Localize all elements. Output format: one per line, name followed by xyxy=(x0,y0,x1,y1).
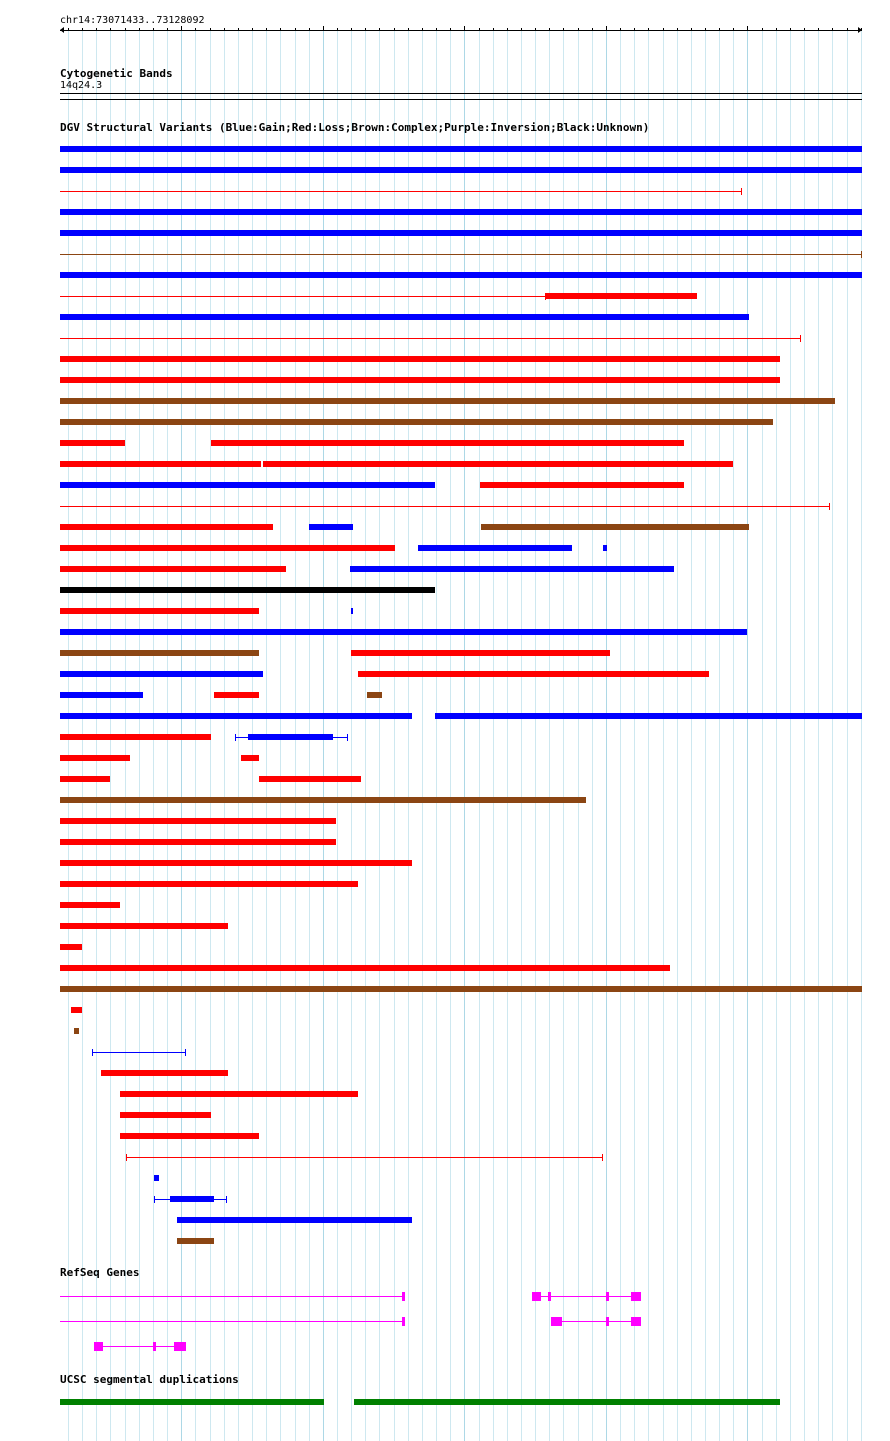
ruler-minor-tick xyxy=(195,28,196,30)
ruler-minor-tick xyxy=(663,28,664,30)
segdup-track-title: UCSC segmental duplications xyxy=(60,1373,239,1386)
variant-end-cap xyxy=(741,188,742,195)
variant-end-cap xyxy=(829,503,830,510)
ruler-minor-tick xyxy=(634,28,635,30)
variant-bar xyxy=(60,419,773,425)
variant-bar xyxy=(60,230,862,236)
ruler-minor-tick xyxy=(861,28,862,30)
ruler-minor-tick xyxy=(847,28,848,30)
variant-end-cap xyxy=(800,335,801,342)
ruler-minor-tick xyxy=(691,28,692,30)
ruler-minor-tick xyxy=(82,28,83,30)
variant-bar xyxy=(248,734,333,740)
variant-bar xyxy=(60,881,358,887)
ruler-minor-tick xyxy=(422,28,423,30)
variant-bar xyxy=(60,398,835,404)
ruler-arrow-left xyxy=(60,27,64,33)
variant-bar xyxy=(351,608,353,614)
variant-end-cap xyxy=(226,1196,227,1203)
ruler-minor-tick xyxy=(549,28,550,30)
ruler-minor-tick xyxy=(252,28,253,30)
segdup-bar xyxy=(60,1399,324,1405)
variant-line xyxy=(60,338,801,339)
ruler-minor-tick xyxy=(436,28,437,30)
refseq-track-title: RefSeq Genes xyxy=(60,1266,140,1279)
ruler-minor-tick xyxy=(295,28,296,30)
variant-bar xyxy=(241,755,259,761)
ruler-minor-tick xyxy=(153,28,154,30)
variant-bar xyxy=(120,1091,358,1097)
variant-bar xyxy=(60,146,862,152)
variant-bar xyxy=(60,944,82,950)
variant-bar xyxy=(74,1028,79,1034)
variant-bar xyxy=(60,755,130,761)
variant-bar xyxy=(60,671,263,677)
variant-bar xyxy=(60,524,273,530)
cytoband-line-bottom xyxy=(60,99,862,100)
ruler-minor-tick xyxy=(365,28,366,30)
variant-bar xyxy=(60,314,749,320)
variant-end-cap xyxy=(185,1049,186,1056)
variant-bar xyxy=(60,902,120,908)
ruler-minor-tick xyxy=(167,28,168,30)
variant-bar xyxy=(71,1007,82,1013)
variant-bar xyxy=(60,272,862,278)
gene-exon xyxy=(174,1342,186,1351)
ruler-minor-tick xyxy=(762,28,763,30)
variant-bar xyxy=(60,629,747,635)
ruler-minor-tick xyxy=(408,28,409,30)
ruler-major-tick xyxy=(464,26,465,30)
ruler-minor-tick xyxy=(832,28,833,30)
variant-bar xyxy=(60,482,435,488)
variant-bar xyxy=(154,1175,159,1181)
variant-bar xyxy=(170,1196,214,1202)
ruler-minor-tick xyxy=(266,28,267,30)
ruler-minor-tick xyxy=(224,28,225,30)
ruler-major-tick xyxy=(323,26,324,30)
variant-bar xyxy=(60,713,412,719)
region-label: chr14:73071433..73128092 xyxy=(60,15,205,26)
variant-bar xyxy=(259,776,361,782)
variant-bar xyxy=(120,1112,211,1118)
variant-start-cap xyxy=(154,1196,155,1203)
variant-bar xyxy=(60,692,143,698)
ruler-minor-tick xyxy=(507,28,508,30)
gene-exon xyxy=(606,1317,609,1326)
variant-bar xyxy=(60,209,862,215)
variant-line xyxy=(60,506,830,507)
ruler-major-tick xyxy=(181,26,182,30)
variant-bar xyxy=(418,545,572,551)
ruler-minor-tick xyxy=(110,28,111,30)
variant-bar xyxy=(60,587,435,593)
variant-end-cap xyxy=(861,251,862,258)
variant-bar xyxy=(60,818,336,824)
ruler-major-tick xyxy=(606,26,607,30)
variant-bar xyxy=(481,524,749,530)
ruler-minor-tick xyxy=(776,28,777,30)
ruler-minor-tick xyxy=(238,28,239,30)
gene-exon xyxy=(548,1292,551,1301)
gene-exon xyxy=(631,1317,641,1326)
variant-bar xyxy=(60,356,780,362)
ruler-minor-tick xyxy=(648,28,649,30)
ruler-minor-tick xyxy=(210,28,211,30)
cytoband-track-title: Cytogenetic Bands xyxy=(60,67,173,80)
ruler-minor-tick xyxy=(790,28,791,30)
variant-bar xyxy=(435,713,862,719)
variant-bar xyxy=(350,566,674,572)
gene-exon xyxy=(94,1342,103,1351)
variant-start-cap xyxy=(235,734,236,741)
cytoband-label: 14q24.3 xyxy=(60,80,103,91)
variant-line xyxy=(60,254,862,255)
gene-exon xyxy=(631,1292,641,1301)
ruler-minor-tick xyxy=(578,28,579,30)
variant-bar xyxy=(60,377,780,383)
variant-bar xyxy=(60,986,862,992)
variant-bar xyxy=(367,692,382,698)
gene-exon xyxy=(402,1292,405,1301)
ruler-minor-tick xyxy=(620,28,621,30)
ruler-minor-tick xyxy=(493,28,494,30)
variant-bar xyxy=(177,1217,412,1223)
ruler-minor-tick xyxy=(818,28,819,30)
variant-line xyxy=(126,1157,603,1158)
variant-bar xyxy=(211,440,684,446)
variant-bar xyxy=(101,1070,228,1076)
variant-bar xyxy=(603,545,607,551)
variant-bar xyxy=(60,650,259,656)
ruler-minor-tick xyxy=(719,28,720,30)
cytoband-line-top xyxy=(60,93,862,94)
ruler-minor-tick xyxy=(96,28,97,30)
variant-start-cap xyxy=(126,1154,127,1161)
dgv-track-title: DGV Structural Variants (Blue:Gain;Red:Loss;Brown:Complex;Purple:Inversion;Black:Unknown) xyxy=(60,121,650,134)
variant-bar xyxy=(60,167,862,173)
variant-bar xyxy=(60,860,412,866)
variant-bar xyxy=(309,524,353,530)
ruler-minor-tick xyxy=(309,28,310,30)
gene-exon xyxy=(551,1317,562,1326)
ruler-minor-tick xyxy=(733,28,734,30)
variant-start-cap xyxy=(92,1049,93,1056)
gene-exon xyxy=(532,1292,541,1301)
ruler-major-tick xyxy=(747,26,748,30)
ruler-minor-tick xyxy=(394,28,395,30)
variant-bar xyxy=(60,839,336,845)
variant-bar xyxy=(60,965,670,971)
ruler-minor-tick xyxy=(125,28,126,30)
variant-bar xyxy=(120,1133,259,1139)
variant-bar xyxy=(60,776,110,782)
variant-bar xyxy=(60,734,211,740)
gene-exon xyxy=(153,1342,156,1351)
variant-bar xyxy=(545,293,697,299)
gene-intron-line xyxy=(94,1346,186,1347)
variant-end-cap xyxy=(347,734,348,741)
ruler-minor-tick xyxy=(563,28,564,30)
variant-line xyxy=(60,296,546,297)
ruler-line xyxy=(60,30,862,31)
ruler-minor-tick xyxy=(705,28,706,30)
segdup-bar xyxy=(354,1399,780,1405)
ruler-minor-tick xyxy=(280,28,281,30)
ruler-minor-tick xyxy=(351,28,352,30)
ruler-minor-tick xyxy=(68,28,69,30)
ruler-minor-tick xyxy=(677,28,678,30)
variant-bar xyxy=(480,482,684,488)
gene-intron-line xyxy=(551,1321,641,1322)
ruler-minor-tick xyxy=(337,28,338,30)
ruler-minor-tick xyxy=(592,28,593,30)
ruler-minor-tick xyxy=(535,28,536,30)
variant-bar xyxy=(60,566,286,572)
variant-line xyxy=(92,1052,186,1053)
variant-bar xyxy=(263,461,733,467)
variant-bar xyxy=(60,608,259,614)
gene-exon xyxy=(606,1292,609,1301)
gene-intron-line xyxy=(60,1296,405,1297)
ruler-minor-tick xyxy=(804,28,805,30)
ruler-minor-tick xyxy=(479,28,480,30)
variant-line xyxy=(60,191,742,192)
variant-bar xyxy=(60,545,395,551)
variant-end-cap xyxy=(602,1154,603,1161)
ruler-minor-tick xyxy=(521,28,522,30)
variant-bar xyxy=(60,461,261,467)
variant-bar xyxy=(60,440,125,446)
variant-bar xyxy=(60,923,228,929)
ruler-minor-tick xyxy=(450,28,451,30)
gene-exon xyxy=(402,1317,405,1326)
variant-bar xyxy=(177,1238,214,1244)
variant-bar xyxy=(214,692,259,698)
variant-bar xyxy=(60,797,586,803)
variant-bar xyxy=(358,671,709,677)
ruler-minor-tick xyxy=(379,28,380,30)
gene-intron-line xyxy=(60,1321,405,1322)
variant-bar xyxy=(351,650,610,656)
ruler-minor-tick xyxy=(139,28,140,30)
